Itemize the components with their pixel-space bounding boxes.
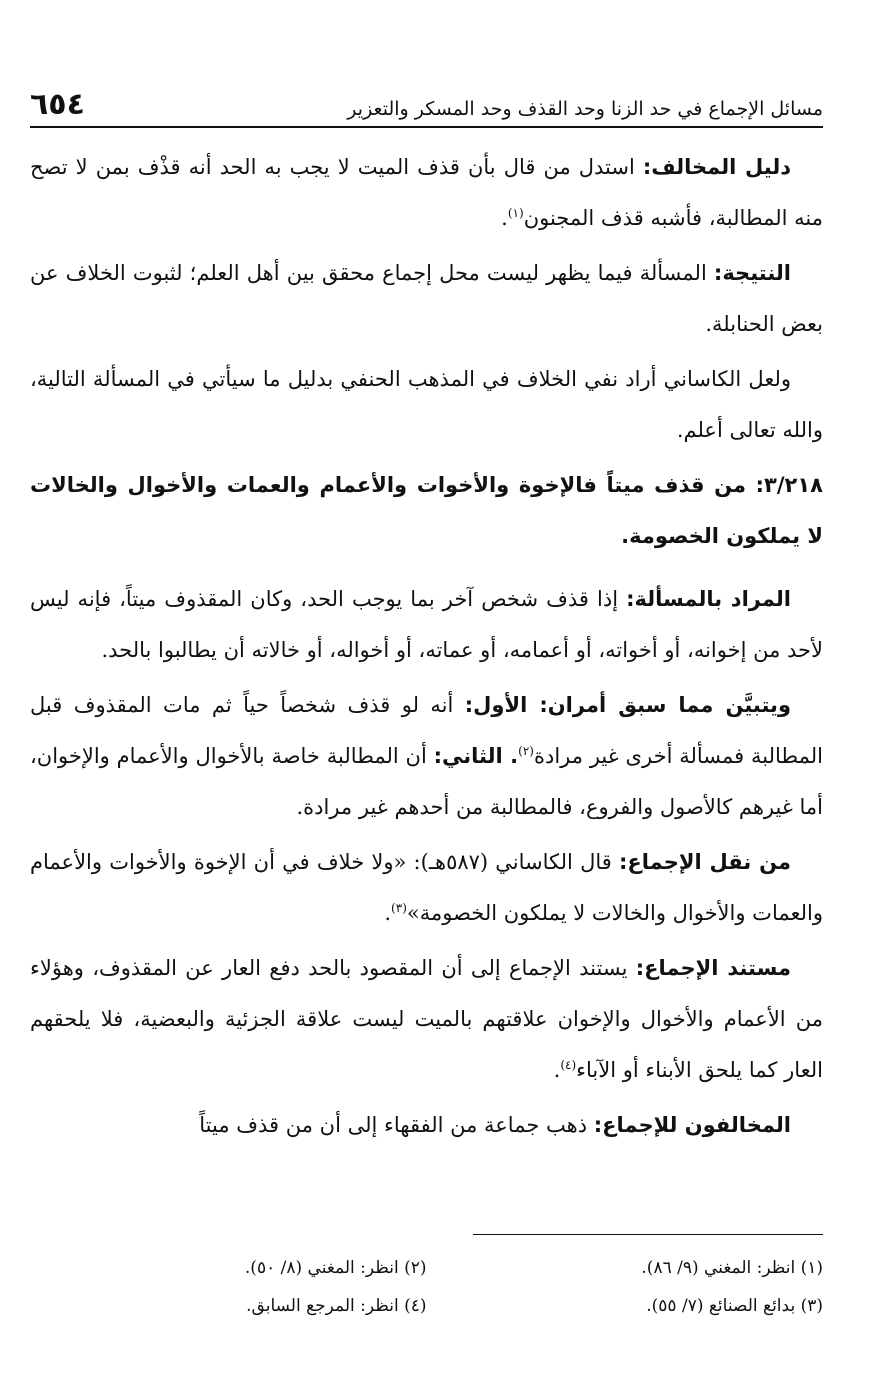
paragraph-label: المخالفون للإجماع:: [593, 1113, 791, 1137]
paragraph-text: ذهب جماعة من الفقهاء إلى أن من قذف ميتاً: [199, 1113, 594, 1137]
paragraph-meaning: [30, 574, 823, 676]
paragraph-label: النتيجة:: [713, 261, 791, 285]
footnote-ref[interactable]: (٢): [518, 744, 534, 758]
footnote-ref[interactable]: (١): [507, 206, 524, 220]
page-number: ٦٥٤: [30, 87, 85, 122]
paragraph-label: مستند الإجماع:: [635, 956, 791, 980]
footnote-1: (١) انظر: المغني (٩/ ٨٦).: [641, 1258, 823, 1278]
paragraph-text: إذا قذف شخص آخر بما يوجب الحد، وكان المقذوف ميتاً، فإنه ليس لأحد من إخوانه، أو أخواته، أو أعمامه، أو عماته، أو أخواله، أو خالاته أن يطالبوا بالحد.: [30, 587, 823, 662]
paragraph-result: [30, 248, 823, 350]
paragraph-text: قال الكاساني (٥٨٧هـ): «ولا خلاف في أن الإخوة والأخوات والأعمام والعمات والأخوال والخالات لا يملكون الخصومة»: [30, 850, 823, 925]
paragraph-label: دليل المخالف:: [642, 155, 791, 179]
paragraph-label: ويتبيَّن مما سبق أمران:: [539, 693, 791, 717]
issue-heading: ٣/٢١٨: من قذف ميتاً فالإخوة والأخوات والأعمام والعمات والأخوال والخالات لا يملكون الخصومة.: [30, 473, 823, 548]
paragraph-text: استدل من قال بأن قذف الميت لا يجب به الحد أنه قذْف بمن لا تصح منه المطالبة، فأشبه قذف المجنون: [30, 155, 823, 230]
paragraph-label: المراد بالمسألة:: [626, 587, 791, 611]
paragraph-clarification: [30, 680, 823, 833]
running-title: مسائل الإجماع في حد الزنا وحد القذف وحد المسكر والتعزير: [347, 98, 823, 121]
paragraph-opponent-evidence: [30, 142, 823, 244]
paragraph-text: ولعل الكاساني أراد نفي الخلاف في المذهب الحنفي بدليل ما سيأتي في المسألة التالية، والله تعالى أعلم.: [30, 367, 823, 442]
page-body: [30, 142, 823, 1155]
footnote-separator: [473, 1234, 823, 1235]
paragraph-text: المسألة فيما يظهر ليست محل إجماع محقق بين أهل العلم؛ لثبوت الخلاف عن بعض الحنابلة.: [30, 261, 823, 336]
paragraph-dissenters: [30, 1100, 823, 1151]
footnote-3: (٣) بدائع الصنائع (٧/ ٥٥).: [646, 1296, 823, 1316]
second-label: . الثاني:: [433, 744, 519, 768]
paragraph-label: من نقل الإجماع:: [619, 850, 792, 874]
paragraph-end: .: [384, 901, 392, 925]
footnote-ref[interactable]: (٤): [560, 1058, 577, 1072]
paragraph-end: .: [501, 206, 508, 230]
footnote-4: (٤) انظر: المرجع السابق.: [246, 1296, 427, 1316]
footnotes: [30, 1252, 823, 1322]
footnote-2: (٢) انظر: المغني (٨/ ٥٠).: [244, 1258, 427, 1278]
paragraph-text: يستند الإجماع إلى أن المقصود بالحد دفع العار عن المقذوف، وهؤلاء من الأعمام والأخوال والإخوان علاقتهم بالميت ليست علاقة الجزئية والبعضية، فلا يلحقهم العار كما يلحق الأبناء أو الآباء: [30, 956, 823, 1082]
paragraph-note: [30, 354, 823, 456]
paragraph-end: .: [553, 1058, 561, 1082]
footnote-ref[interactable]: (٣): [391, 901, 407, 915]
paragraph-consensus-report: [30, 837, 823, 939]
page-header: [30, 70, 823, 128]
paragraph-consensus-basis: [30, 943, 823, 1096]
paragraph-text: أن المطالبة خاصة بالأخوال والأعمام والإخوان، أما غيرهم كالأصول والفروع، فالمطالبة من أحدهم غير مرادة.: [30, 744, 823, 819]
first-label: الأول:: [464, 693, 540, 717]
paragraph-text: أنه لو قذف شخصاً حياً ثم مات المقذوف قبل المطالبة فمسألة أخرى غير مرادة: [30, 693, 824, 768]
